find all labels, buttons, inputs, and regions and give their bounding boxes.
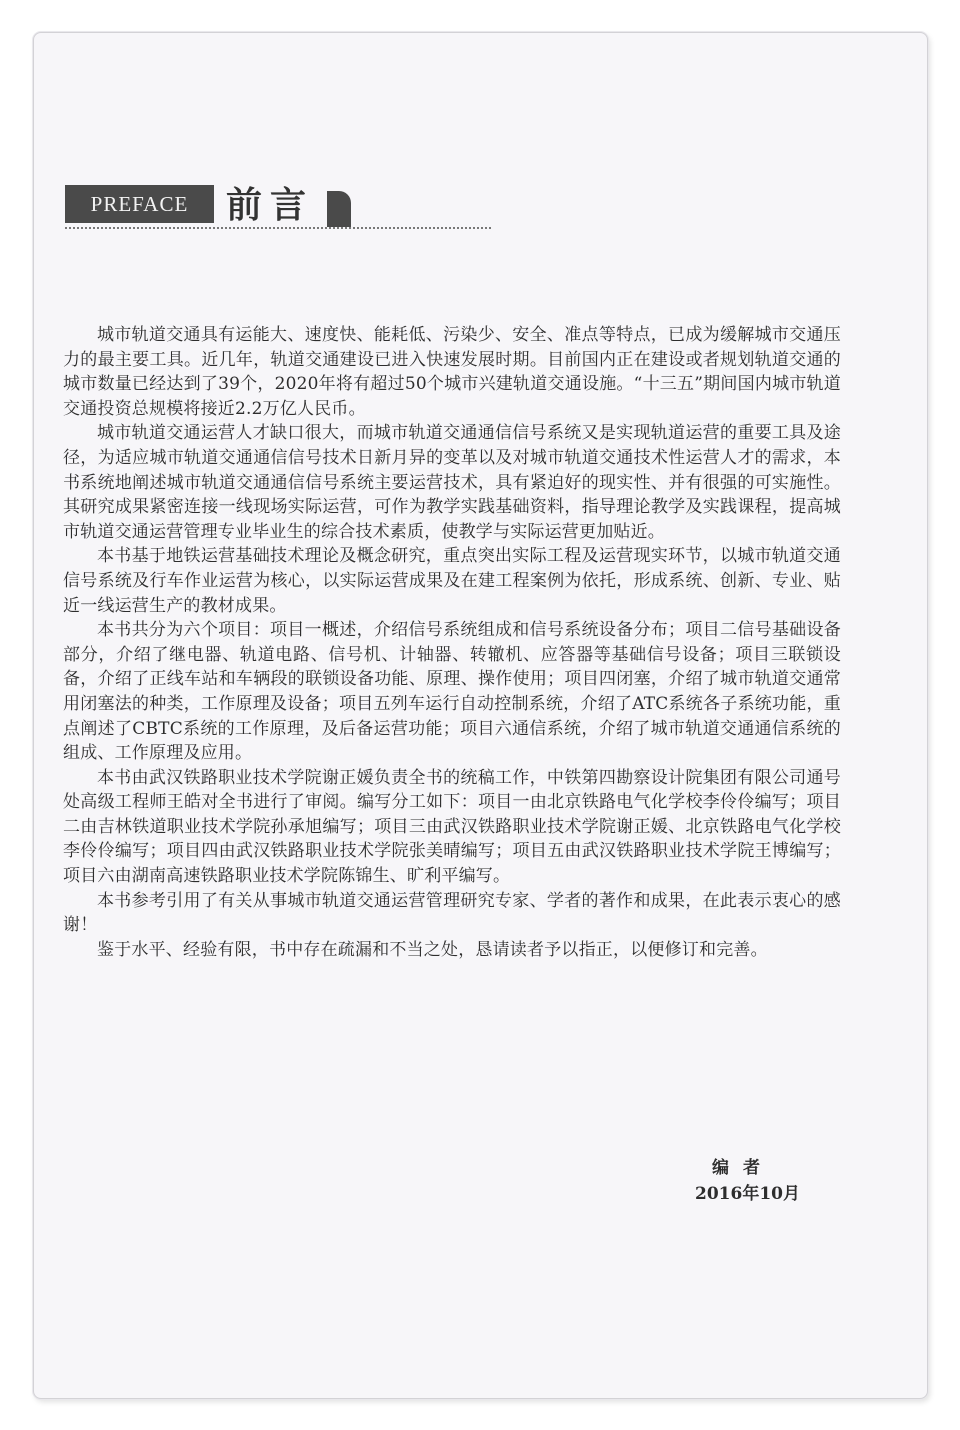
paragraph-4: 本书共分为六个项目：项目一概述，介绍信号系统组成和信号系统设备分布；项目二信号基础设备部分，介绍了继电器、轨道电路、信号机、计轴器、转辙机、应答器等基础信号设备；项目三联锁设备，介绍了正线车站和车辆段的联锁设备功能、原理、操作使用；项目四闭塞，介绍了城市轨道交通常用闭塞法的种类，工作原理及设备；项目五列车运行自动控制系统，介绍了ATC系统各子系统功能，重点阐述了CBTC系统的工作原理，及后备运营功能；项目六通信系统，介绍了城市轨道交通通信系统的组成、工作原理及应用。	[63, 620, 841, 764]
page-title: 前言	[226, 185, 315, 226]
book-page	[33, 32, 928, 1399]
paragraph-1: 城市轨道交通具有运能大、速度快、能耗低、污染少、安全、准点等特点，已成为缓解城市交通压力的最主要工具。近几年，轨道交通建设已进入快速发展时期。目前国内正在建设或者规划轨道交通的城市数量已经达到了39个，2020年将有超过50个城市兴建轨道交通设施。“十三五”期间国内城市轨道交通投资总规模将接近2.2万亿人民币。	[63, 325, 841, 419]
title-tab-decoration	[327, 191, 351, 227]
signature-date: 2016年10月	[695, 1184, 800, 1204]
signature-block	[695, 1155, 800, 1207]
paragraph-6: 本书参考引用了有关从事城市轨道交通运营管理研究专家、学者的著作和成果，在此表示衷心的感谢！	[63, 890, 841, 936]
paragraph-2: 城市轨道交通运营人才缺口很大，而城市轨道交通通信信号系统又是实现轨道运营的重要工具及途径，为适应城市轨道交通通信信号技术日新月异的变革以及对城市轨道交通技术性运营人才的需求，本书系统地阐述城市轨道交通通信信号系统主要运营技术，具有紧迫好的现实性、并有很强的可实施性。其研究成果紧密连接一线现场实际运营，可作为教学实践基础资料，指导理论教学及实践课程，提高城市轨道交通运营管理专业毕业生的综合技术素质，使教学与实际运营更加贴近。	[63, 423, 841, 542]
preface-body	[63, 323, 841, 962]
signature-editor: 编者	[712, 1158, 774, 1178]
header-dotted-rule	[65, 227, 491, 229]
paragraph-5: 本书由武汉铁路职业技术学院谢正媛负责全书的统稿工作，中铁第四勘察设计院集团有限公司通号处高级工程师王皓对全书进行了审阅。编写分工如下：项目一由北京铁路电气化学校李伶伶编写；项目二由吉林铁道职业技术学院孙承旭编写；项目三由武汉铁路职业技术学院谢正媛、北京铁路电气化学校李伶伶编写；项目四由武汉铁路职业技术学院张美晴编写；项目五由武汉铁路职业技术学院王博编写；项目六由湖南高速铁路职业技术学院陈锦生、旷利平编写。	[63, 767, 841, 887]
preface-badge: PREFACE	[65, 185, 214, 223]
paragraph-7: 鉴于水平、经验有限，书中存在疏漏和不当之处，恳请读者予以指正，以便修订和完善。	[97, 939, 768, 960]
paragraph-3: 本书基于地铁运营基础技术理论及概念研究，重点突出实际工程及运营现实环节，以城市轨道交通信号系统及行车作业运营为核心，以实际运营成果及在建工程案例为依托，形成系统、创新、专业、贴近一线运营生产的教材成果。	[63, 546, 841, 616]
